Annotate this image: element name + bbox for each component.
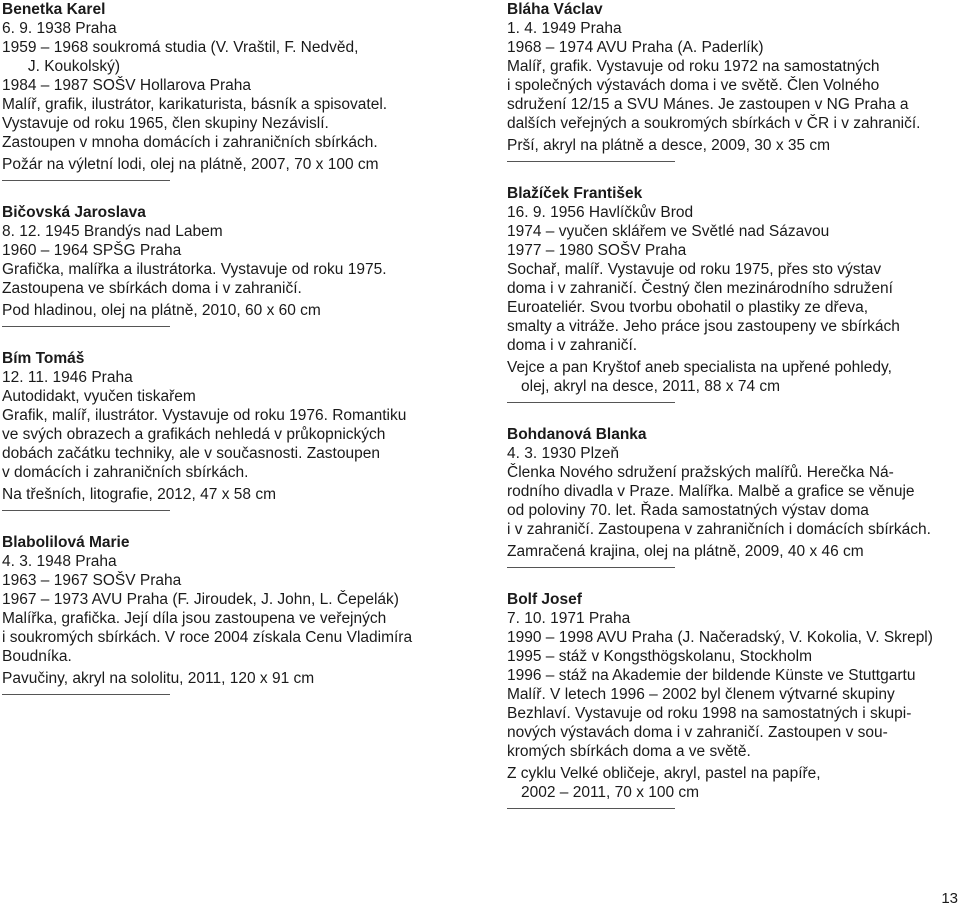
artwork-caption-line: Z cyklu Velké obličeje, akryl, pastel na papíře, <box>507 765 821 782</box>
bio-line: Malíř. V letech 1996 – 2002 byl členem výtvarné skupiny <box>507 686 895 703</box>
artist-name: Blažíček František <box>507 185 643 202</box>
bio-line: i soukromých sbírkách. V roce 2004 získala Cenu Vladimíra <box>2 629 413 646</box>
artwork-caption-line: 2002 – 2011, 70 x 100 cm <box>521 784 700 801</box>
bio-line: Malíř, grafik, ilustrátor, karikaturista, básník a spisovatel. <box>2 96 388 113</box>
artwork-caption <box>2 485 472 504</box>
bio-line: Boudníka. <box>2 648 72 665</box>
bio-line: Zastoupena ve sbírkách doma i v zahraničí. <box>2 280 302 297</box>
bio-line: 1. 4. 1949 Praha <box>507 20 622 37</box>
artwork-caption <box>507 358 960 396</box>
bio-line: nových výstavách doma i v zahraničí. Zastoupen v sou- <box>507 724 888 741</box>
bio-line: ve svých obrazech a grafikách nehledá v průkopnických <box>2 426 386 443</box>
bio-line: 8. 12. 1945 Brandýs nad Labem <box>2 223 223 240</box>
bio-line: Autodidakt, vyučen tiskařem <box>2 388 196 405</box>
bio-line: Grafička, malířka a ilustrátorka. Vystavuje od roku 1975. <box>2 261 387 278</box>
bio-line: Malířka, grafička. Její díla jsou zastoupena ve veřejných <box>2 610 387 627</box>
bio-line: 1974 – vyučen sklářem ve Světlé nad Sázavou <box>507 223 830 240</box>
bio-line: 1967 – 1973 AVU Praha (F. Jiroudek, J. John, L. Čepelák) <box>2 591 399 608</box>
bio-line: 4. 3. 1930 Plzeň <box>507 445 620 462</box>
bio-line: Grafik, malíř, ilustrátor. Vystavuje od roku 1976. Romantiku <box>2 407 407 424</box>
page-number: 13 <box>941 890 958 907</box>
artist-name: Bláha Václav <box>507 1 603 18</box>
bio-line: Sochař, malíř. Vystavuje od roku 1975, přes sto výstav <box>507 261 882 278</box>
artist-name: Bolf Josef <box>507 591 582 608</box>
bio-line: 12. 11. 1946 Praha <box>2 369 133 386</box>
bio-line: i společných výstavách doma i ve světě. Člen Volného <box>507 77 880 94</box>
artist-entry <box>507 184 960 425</box>
bio-line: 1968 – 1974 AVU Praha (A. Paderlík) <box>507 39 764 56</box>
artwork-caption-line: olej, akryl na desce, 2011, 88 x 74 cm <box>521 378 781 395</box>
bio-line: 1995 – stáž v Kongsthögskolanu, Stockholm <box>507 648 813 665</box>
bio-line: 1984 – 1987 SOŠV Hollarova Praha <box>2 77 252 94</box>
artist-entry <box>507 590 960 831</box>
bio-line: 7. 10. 1971 Praha <box>507 610 631 627</box>
bio-line: 1996 – stáž na Akademie der bildende Künste ve Stuttgartu <box>507 667 916 684</box>
artwork-caption <box>2 155 472 174</box>
bio-line: 1990 – 1998 AVU Praha (J. Načeradský, V. Kokolia, V. Skrepl) <box>507 629 933 646</box>
bio-line: Členka Nového sdružení pražských malířů. Herečka Ná- <box>507 464 894 481</box>
bio-line: doma i v zahraničí. Čestný člen mezinárodního sdružení <box>507 280 893 297</box>
artwork-caption-line: Vejce a pan Kryštof aneb specialista na upřené pohledy, <box>507 359 892 376</box>
bio-line: Zastoupen v mnoha domácích i zahraničních sbírkách. <box>2 134 378 151</box>
bio-line: smalty a vitráže. Jeho práce jsou zastoupeny ve sbírkách <box>507 318 900 335</box>
bio-line: v domácích i zahraničních sbírkách. <box>2 464 249 481</box>
artist-entry <box>2 0 472 203</box>
bio-line: dobách začátku techniky, ale v současnosti. Zastoupen <box>2 445 380 462</box>
artwork-caption-line: Pod hladinou, olej na plátně, 2010, 60 x 60 cm <box>2 302 321 319</box>
bio-line: 16. 9. 1956 Havlíčkův Brod <box>507 204 694 221</box>
artist-entry <box>507 425 960 590</box>
artist-name: Blabolilová Marie <box>2 534 130 551</box>
artwork-caption <box>2 301 472 320</box>
artist-entry <box>507 0 960 184</box>
bio-line: 6. 9. 1938 Praha <box>2 20 117 37</box>
artist-entry <box>2 203 472 349</box>
bio-line: doma i v zahraničí. <box>507 337 638 354</box>
bio-line: Euroateliér. Svou tvorbu obohatil o plastiky ze dřeva, <box>507 299 869 316</box>
artist-name: Bohdanová Blanka <box>507 426 647 443</box>
left-column <box>2 0 472 717</box>
artwork-caption-line: Prší, akryl na plátně a desce, 2009, 30 x 35 cm <box>507 137 831 154</box>
artist-name: Bím Tomáš <box>2 350 85 367</box>
bio-line: rodního divadla v Praze. Malířka. Malbě a grafice se věnuje <box>507 483 915 500</box>
artwork-caption <box>507 764 960 802</box>
right-column <box>507 0 960 831</box>
bio-line: sdružení 12/15 a SVU Mánes. Je zastoupen v NG Praha a <box>507 96 909 113</box>
bio-line: 1977 – 1980 SOŠV Praha <box>507 242 687 259</box>
bio-line: dalších veřejných a soukromých sbírkách v ČR i v zahraničí. <box>507 115 921 132</box>
bio-line: i v zahraničí. Zastoupena v zahraničních i domácích sbírkách. <box>507 521 931 538</box>
bio-line: 1963 – 1967 SOŠV Praha <box>2 572 182 589</box>
artwork-caption <box>507 542 960 561</box>
artwork-caption-line: Na třešních, litografie, 2012, 47 x 58 cm <box>2 486 276 503</box>
bio-line: J. Koukolský) <box>2 58 121 75</box>
bio-line: od poloviny 70. let. Řada samostatných výstav doma <box>507 502 869 519</box>
artwork-caption <box>507 136 960 155</box>
bio-line: Vystavuje od roku 1965, člen skupiny Nezávislí. <box>2 115 329 132</box>
artwork-caption-line: Pavučiny, akryl na sololitu, 2011, 120 x 91 cm <box>2 670 315 687</box>
bio-line: 1960 – 1964 SPŠG Praha <box>2 242 182 259</box>
artist-name: Benetka Karel <box>2 1 106 18</box>
bio-line: 1959 – 1968 soukromá studia (V. Vraštil, F. Nedvěd, <box>2 39 359 56</box>
bio-line: Malíř, grafik. Vystavuje od roku 1972 na samostatných <box>507 58 880 75</box>
bio-line: 4. 3. 1948 Praha <box>2 553 117 570</box>
artist-entry <box>2 533 472 717</box>
bio-line: kromých sbírkách doma a ve světě. <box>507 743 751 760</box>
bio-line: Bezhlaví. Vystavuje od roku 1998 na samostatných i skupi- <box>507 705 912 722</box>
artwork-caption <box>2 669 472 688</box>
artwork-caption-line: Požár na výletní lodi, olej na plátně, 2007, 70 x 100 cm <box>2 156 379 173</box>
artwork-caption-line: Zamračená krajina, olej na plátně, 2009, 40 x 46 cm <box>507 543 864 560</box>
artist-entry <box>2 349 472 533</box>
artist-name: Bičovská Jaroslava <box>2 204 146 221</box>
